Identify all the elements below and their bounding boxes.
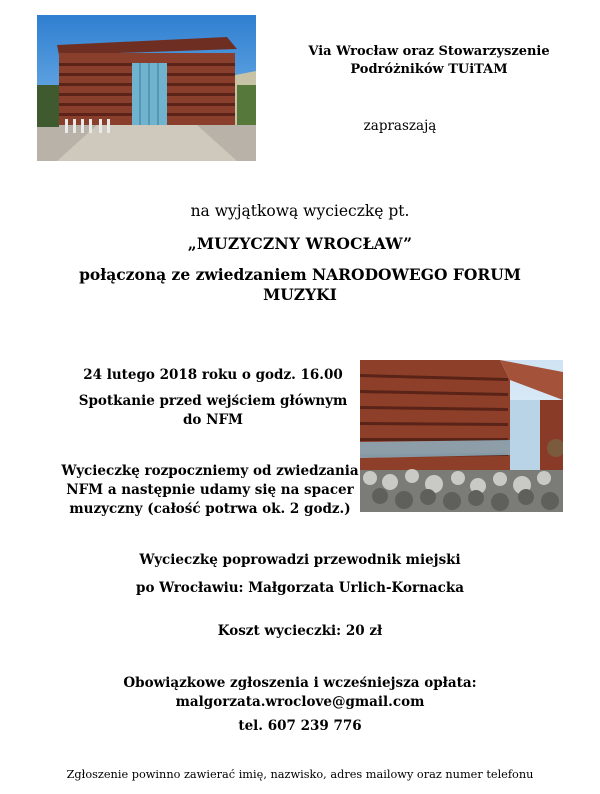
guide-line2: po Wrocławiu: Małgorzata Urlich-Kornacka (136, 580, 464, 596)
trip-subtitle-line1: połączoną ze zwiedzaniem NARODOWEGO FORUM (79, 265, 521, 284)
contact-phone: tel. 607 239 776 (238, 718, 362, 734)
nfm-building-photo-side (360, 360, 563, 512)
trip-subtitle-line2: MUZYKI (263, 285, 337, 304)
organizers-line2: Podróżników TUiTAM (350, 62, 508, 77)
guide-info (0, 546, 600, 602)
meeting-line1: Spotkanie przed wejściem głównym (78, 393, 348, 409)
tour-plan-line3: muzyczny (całość potrwa ok. 2 godz.) (69, 501, 351, 517)
tour-plan (60, 462, 360, 519)
trip-cost: Koszt wycieczki: 20 zł (217, 623, 383, 639)
trip-intro: na wyjątkową wycieczkę pt. (190, 202, 410, 220)
nfm-building-photo-top (37, 15, 256, 161)
organizers (258, 43, 600, 79)
trip-subtitle (0, 265, 600, 305)
tour-plan-line1: Wycieczkę rozpoczniemy od zwiedzania (61, 463, 359, 479)
footer-note: Zgłoszenie powinno zawierać imię, nazwisko, adres mailowy oraz numer telefonu (66, 768, 534, 781)
trip-title: „MUZYCZNY WROCŁAW” (187, 234, 413, 253)
meeting-line2: do NFM (182, 412, 243, 428)
trip-date: 24 lutego 2018 roku o godz. 16.00 (83, 367, 343, 383)
registration-info (0, 674, 600, 712)
invite-text: zapraszają (363, 118, 437, 134)
registration-email: malgorzata.wroclove@gmail.com (175, 694, 425, 710)
registration-line1: Obowiązkowe zgłoszenia i wcześniejsza opłata: (123, 675, 477, 691)
tour-plan-line2: NFM a następnie udamy się na spacer (66, 482, 354, 498)
meeting-point (78, 392, 348, 430)
organizers-line1: Via Wrocław oraz Stowarzyszenie (308, 44, 550, 59)
guide-line1: Wycieczkę poprowadzi przewodnik miejski (139, 552, 461, 568)
